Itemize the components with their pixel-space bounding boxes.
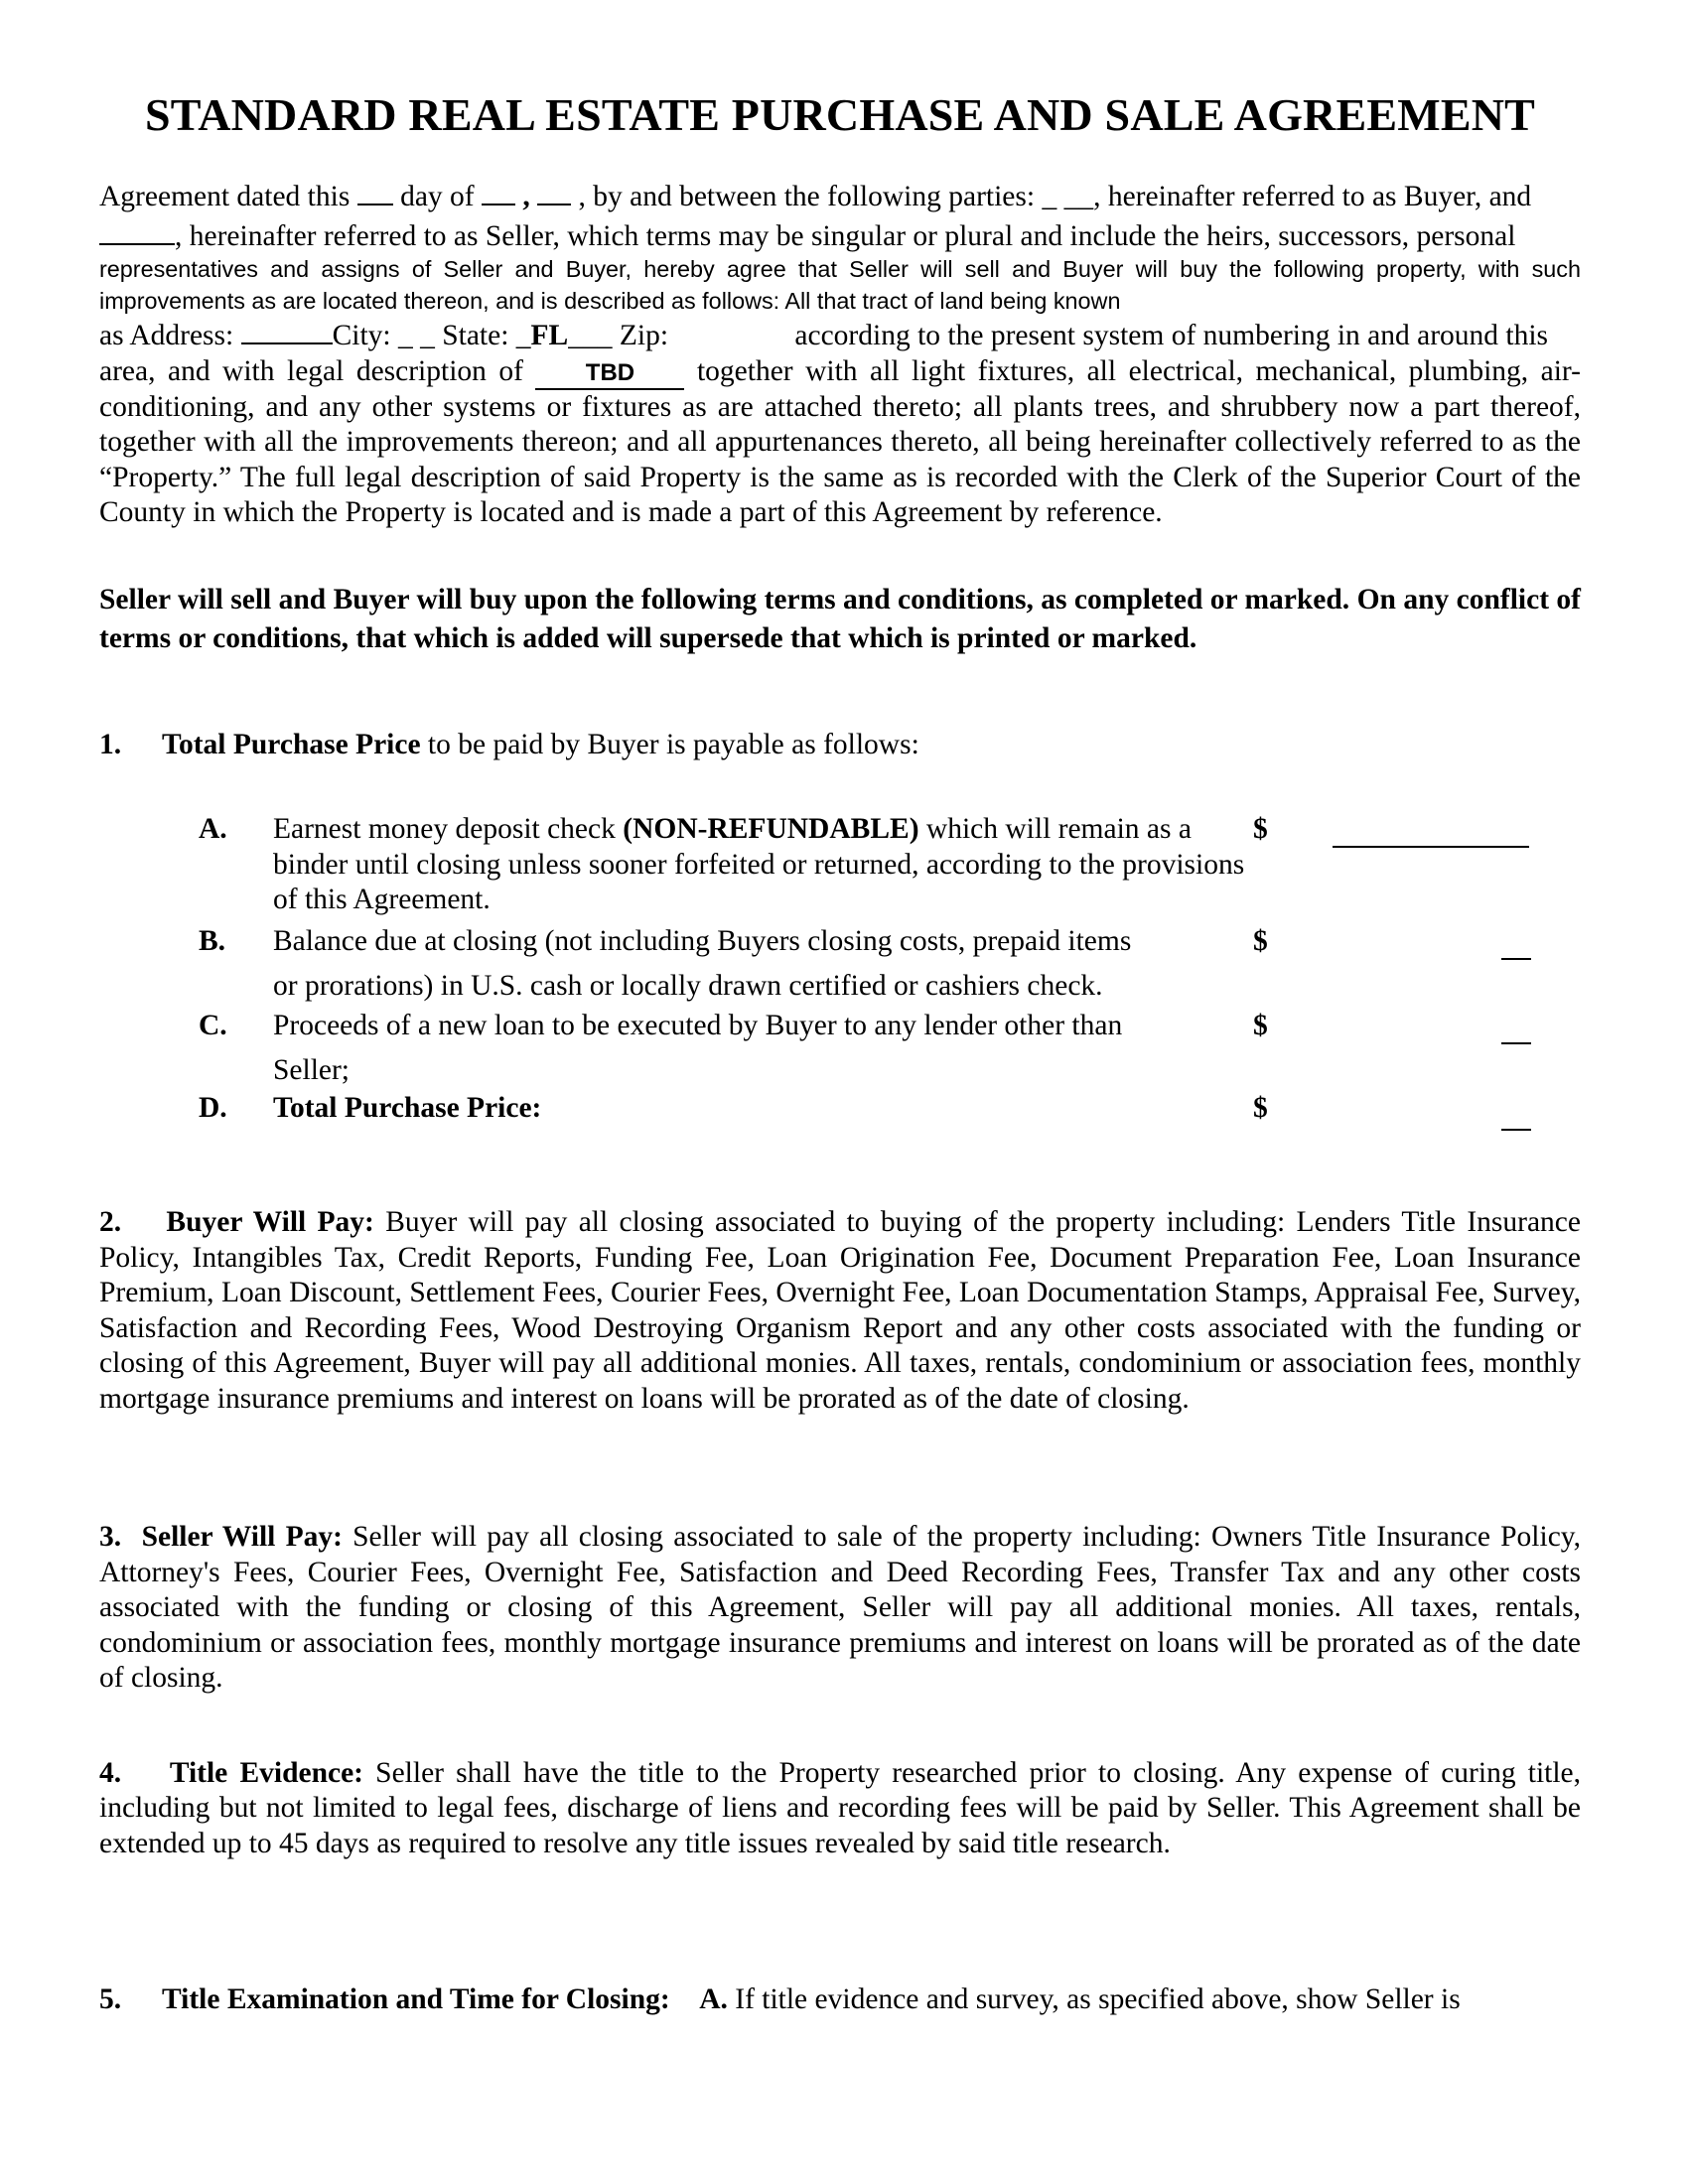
intro-text: day of [392, 181, 482, 212]
balance-due-amount-field[interactable] [1501, 932, 1531, 960]
price-item-b [99, 924, 1266, 1005]
item-text: Proceeds of a new loan to be executed by Buyer to any lender other than [273, 1009, 1123, 1041]
document-page [99, 87, 1581, 2018]
price-items [99, 812, 1581, 1126]
price-item-a [99, 812, 1266, 918]
price-item-c [99, 1009, 1266, 1089]
legal-text: together with all light fixtures, all electrical, mechanical, plumbing, air-conditioning, and any other systems or fixtures as are attached thereto; all plants trees, and shrubbery now a part thereof, together with all the improvements thereon; and all appurtenances thereto, all being hereinafter collectively referred to as the “Property.” The full legal description of said Property is the same as is recorded with the Clerk of the Superior Court of the County in which the Property is located and is made a part of this Agreement by reference. [99, 354, 1581, 528]
item-text: Earnest money deposit check [273, 813, 624, 845]
item-bold-text: Total Purchase Price: [273, 1091, 542, 1124]
item-letter: D. [199, 1091, 227, 1124]
loan-proceeds-amount-field[interactable] [1501, 1017, 1531, 1044]
address-text: according to the present system of numbering in and around this [794, 320, 1549, 351]
section-number: 5. [99, 1983, 122, 2015]
total-price-amount-field[interactable] [1501, 1103, 1531, 1131]
earnest-money-amount-field[interactable] [1333, 820, 1529, 848]
section-1-heading [99, 728, 1581, 763]
section-text: Seller will pay all closing associated to sale of the property including: Owners Title Insurance Policy, Attorney's Fees, Courier Fees, Overnight Fee, Satisfaction and Deed Recording Fees, Transfer Tax and any other costs associated with the funding or closing of this Agreement, Seller will pay all additional monies. All taxes, rentals, condominium or association fees, monthly mortgage insurance premiums and interest on loans will be prorated as of the date of closing. [99, 1521, 1582, 1694]
section-3-paragraph [99, 1520, 1581, 1697]
dollar-sign: $ [1253, 813, 1268, 845]
section-5-paragraph [99, 1982, 1581, 2018]
item-bold-text: (NON-REFUNDABLE) [623, 813, 919, 845]
item-letter: B. [199, 924, 226, 957]
item-letter: C. [199, 1009, 227, 1041]
city-state-label: City: _ _ State: _ [332, 320, 531, 351]
day-blank[interactable] [357, 178, 393, 205]
item-text: Seller; [273, 1054, 351, 1086]
section-title: Seller Will Pay: [141, 1521, 343, 1553]
legal-description-field[interactable]: TBD [535, 358, 684, 390]
month-blank[interactable] [482, 178, 515, 205]
state-value: FL [530, 320, 569, 351]
section-text: If title evidence and survey, as specified above, show Seller is [727, 1983, 1461, 2015]
section-number: 4. [99, 1756, 122, 1789]
address-line [99, 317, 1581, 354]
section-number: 2. [99, 1206, 122, 1238]
section-text: Seller shall have the title to the Property researched prior to closing. Any expense of curing title, including but not limited to legal fees, discharge of liens and recording fees will be paid by Seller. This Agreement shall be extended up to 45 days as required to resolve any title issues revealed by said title research. [99, 1756, 1582, 1859]
item-text: Balance due at closing (not including Buyers closing costs, prepaid items [273, 924, 1132, 957]
section-4-paragraph [99, 1756, 1581, 1862]
address-label: as Address: [99, 320, 241, 351]
terms-statement: Seller will sell and Buyer will buy upon the following terms and conditions, as completed or marked. On any conflict of terms or conditions, that which is added will supersede that which is printed or marked. [99, 583, 1581, 654]
legal-label: area, and with legal description of [99, 354, 536, 387]
address-blank[interactable] [241, 317, 333, 344]
intro-text: , hereinafter referred to as Seller, which terms may be singular or plural and include the heirs, successors, personal [175, 220, 1516, 252]
seller-blank[interactable] [99, 217, 175, 245]
section-title: Total Purchase Price [162, 728, 421, 760]
year-blank[interactable] [537, 178, 571, 205]
price-item-d [99, 1091, 1266, 1127]
intro-text: Agreement dated this [99, 181, 357, 212]
section-number: 3. [99, 1521, 122, 1553]
intro-sans-text: representatives and assigns of Seller and Buyer, hereby agree that Seller will sell and Buyer will buy the following property, with such improvements as are located thereon, and is described as follows: All that tract of land being known [99, 256, 1581, 314]
dollar-sign: $ [1253, 1009, 1268, 1041]
subsection-letter: A. [699, 1983, 728, 2015]
dollar-sign: $ [1253, 1091, 1268, 1124]
section-title: Title Evidence: [169, 1756, 363, 1789]
section-title: Title Examination and Time for Closing: [162, 1983, 670, 2015]
zip-label: ___ Zip: [568, 320, 676, 351]
dollar-sign: $ [1253, 924, 1268, 957]
intro-paragraph [99, 177, 1581, 256]
document-title: STANDARD REAL ESTATE PURCHASE AND SALE AGREEMENT [144, 89, 1536, 140]
section-title: Buyer Will Pay: [166, 1206, 374, 1238]
section-text: Buyer will pay all closing associated to buying of the property including: Lenders Title Insurance Policy, Intangibles Tax, Credit Reports, Funding Fee, Loan Origination Fee, Document Preparation Fee, Loan Insurance Premium, Loan Discount, Settlement Fees, Courier Fees, Overnight Fee, Loan Documentation Stamps, Appraisal Fee, Survey, Satisfaction and Recording Fees, Wood Destroying Organism Report and any other costs associated with the funding or closing of this Agreement, Buyer will pay all additional monies. All taxes, rentals, condominium or association fees, monthly mortgage insurance premiums and interest on loans will be prorated as of the date of closing. [99, 1206, 1581, 1415]
section-number: 1. [99, 728, 122, 760]
item-text: which will remain as a binder until closing unless sooner forfeited or returned, according to the provisions of this Agreement. [273, 813, 1245, 915]
intro-text: , by and between the following parties: _ __, hereinafter referred to as Buyer, and [571, 181, 1532, 212]
section-text: to be paid by Buyer is payable as follows: [420, 728, 919, 760]
intro-text: , [514, 181, 538, 212]
section-2-paragraph [99, 1205, 1581, 1417]
item-text: or prorations) in U.S. cash or locally drawn certified or cashiers check. [273, 970, 1103, 1002]
legal-description-paragraph [99, 354, 1581, 531]
item-letter: A. [199, 813, 227, 845]
